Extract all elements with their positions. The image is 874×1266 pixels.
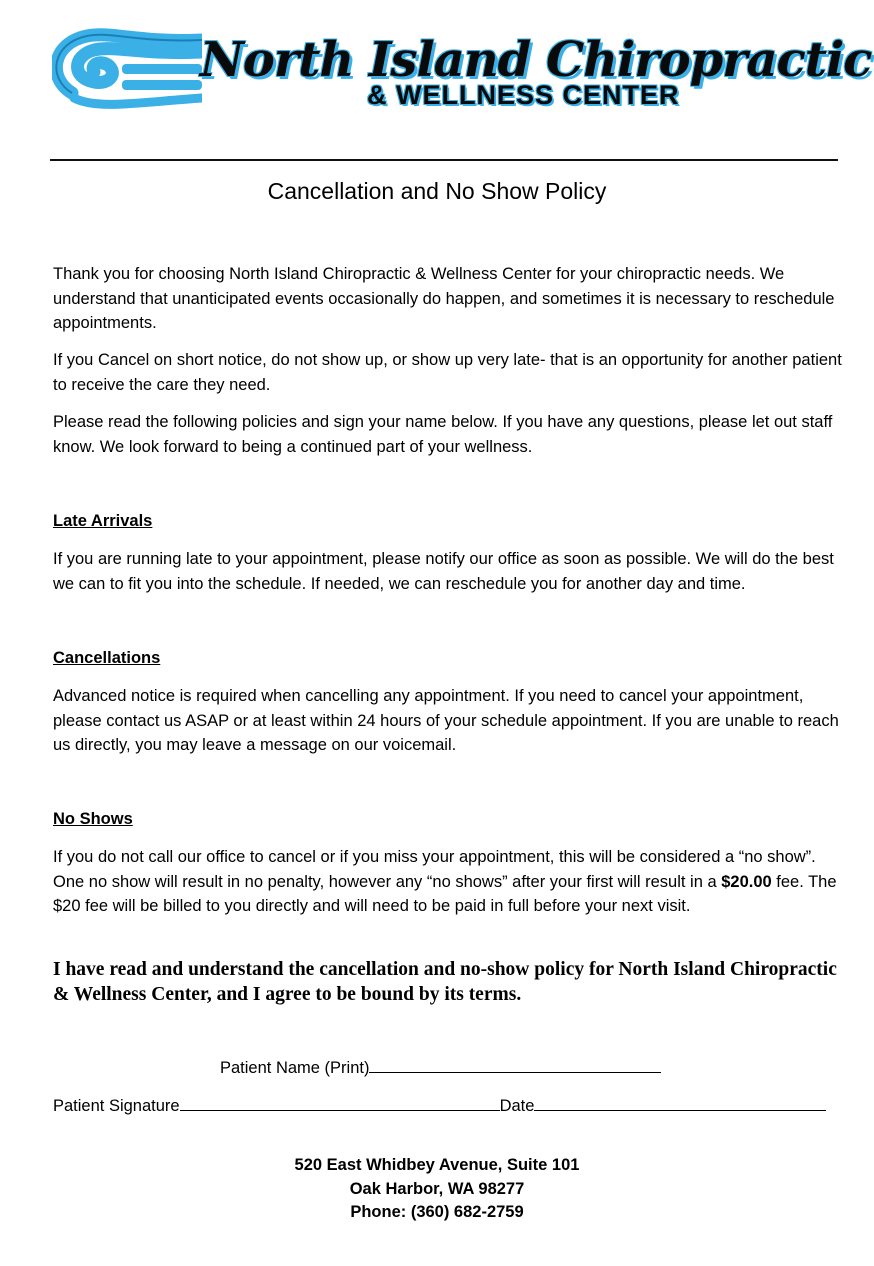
signature-row xyxy=(53,1096,826,1116)
spiral-wave-logo-icon xyxy=(52,18,202,118)
late-arrivals-heading: Late Arrivals xyxy=(53,512,153,530)
patient-signature-label: Patient Signature xyxy=(53,1097,180,1115)
address-city: Oak Harbor, WA 98277 xyxy=(349,1179,525,1198)
clinic-name: North Island Chiropractic xyxy=(200,32,872,88)
address-phone: Phone: (360) 682-2759 xyxy=(350,1203,524,1221)
patient-name-row xyxy=(220,1058,661,1078)
agreement-statement: I have read and understand the cancellation and no-show policy for North Island Chiropractic & Wellness Center, and I agree to be bound by its terms. xyxy=(53,959,837,1005)
date-label: Date xyxy=(499,1097,535,1115)
date-field[interactable] xyxy=(534,1096,826,1111)
late-arrivals-body: If you are running late to your appointment, please notify our office as soon as possible. We will do the best we can to fit you into the schedule. If needed, we can reschedule you for another day and time. xyxy=(53,550,834,593)
fee-amount: $20.00 xyxy=(721,872,772,891)
patient-name-field[interactable] xyxy=(369,1058,661,1073)
patient-signature-field[interactable] xyxy=(180,1096,500,1111)
patient-name-label: Patient Name (Print) xyxy=(220,1059,370,1077)
page-title: Cancellation and No Show Policy xyxy=(267,178,607,204)
header-divider xyxy=(50,159,838,161)
intro-paragraph: If you Cancel on short notice, do not show up, or show up very late- that is an opportunity for another patient to receive the care they need. xyxy=(53,351,842,394)
cancellations-body: Advanced notice is required when cancelling any appointment. If you need to cancel your appointment, please contact us ASAP or at least within 24 hours of your schedule appointment. If you are unable to reach us directly, you may leave a message on our voicemail. xyxy=(53,687,839,754)
no-shows-heading: No Shows xyxy=(53,810,133,828)
clinic-address xyxy=(0,1154,874,1225)
address-street: 520 East Whidbey Avenue, Suite 101 xyxy=(294,1156,580,1174)
clinic-logo xyxy=(52,18,872,118)
cancellations-heading: Cancellations xyxy=(53,649,161,667)
no-shows-body: If you do not call our office to cancel or if you miss your appointment, this will be considered a “no show”. One no show will result in no penalty, however any “no shows” after your first will result in a $20.00 fee. The $20 fee will be billed to you directly and will need to be paid in full before your next visit. xyxy=(53,848,837,915)
intro-paragraph: Please read the following policies and sign your name below. If you have any questions, please let out staff know. We look forward to being a continued part of your wellness. xyxy=(53,413,833,456)
clinic-subtitle: & WELLNESS CENTER xyxy=(367,80,680,110)
intro-paragraph: Thank you for choosing North Island Chiropractic & Wellness Center for your chiropractic needs. We understand that unanticipated events occasionally do happen, and sometimes it is necessary to reschedule appointments. xyxy=(53,265,835,332)
